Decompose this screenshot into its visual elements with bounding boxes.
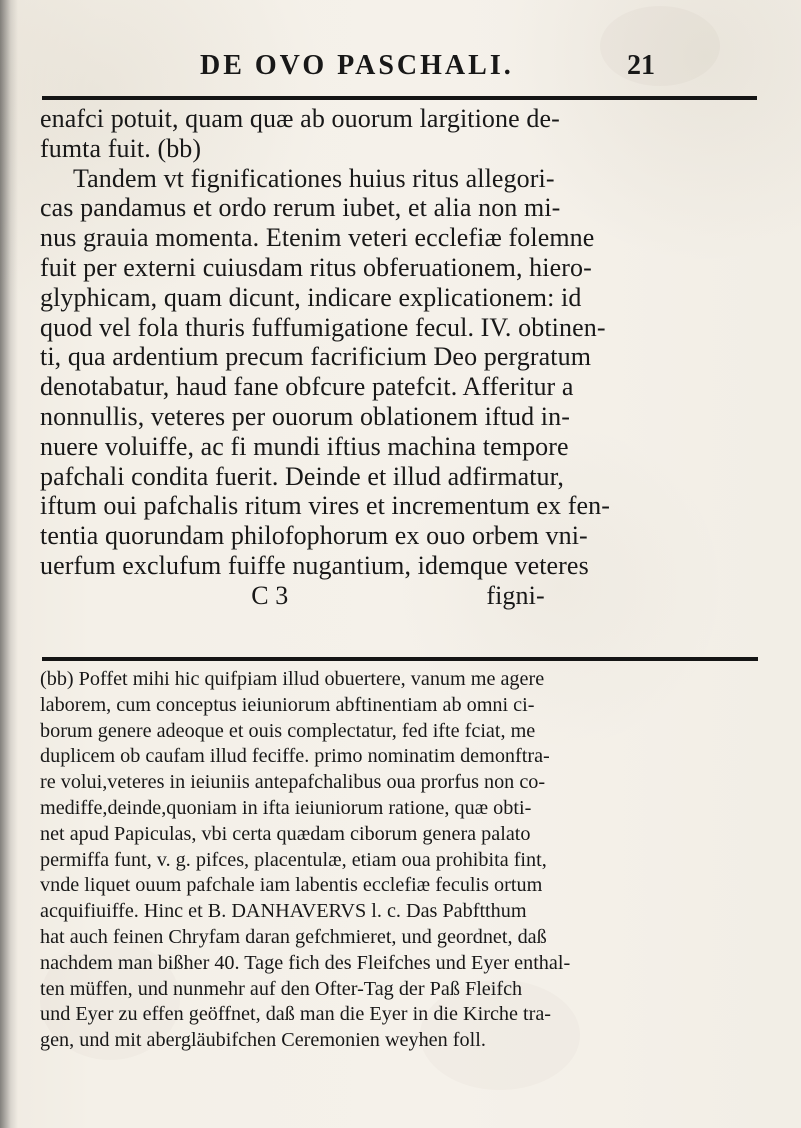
header-rule [42, 96, 757, 100]
running-head: DE OVO PASCHALI. [200, 50, 514, 81]
page-header [200, 50, 655, 92]
footnote-rule [42, 657, 758, 661]
page-number: 21 [627, 50, 655, 81]
main-text: enafci potuit, quam quæ ab ouorum largitione de- fumta fuit. (bb) Tandem vt fignificationes huius ritus allegori- cas pandamus et ordo rerum iubet, et alia non mi- nus grauia momenta. Etenim veteri ecclefiæ folemne fuit per externi cuiusdam ritus obferuationem, hiero- glyphicam, quam dicunt, indicare explicationem: id quod vel fola thuris fuffumigatione fecul. IV. obtinen- ti, qua ardentium precum facrificium Deo pergratum denotabatur, haud fane obfcure patefcit. Afferitur a nonnullis, veteres per ouorum oblationem iftud in- nuere voluiffe, ac fi mundi iftius machina tempore pafchali condita fuerit. Deinde et illud adfirmatur, iftum oui pafchalis ritum vires et incrementum ex fen- tentia quorundam philofophorum ex ouo orbem vni- uerfum exclufum fuiffe nugantium, idemque veteres C 3 figni- [40, 104, 610, 610]
footnote-text: (bb) Poffet mihi hic quifpiam illud obuertere, vanum me agere laborem, cum conceptus ieiuniorum abftinentiam ab omni ci- borum genere adeoque et ouis complectatur, fed ifte fciat, me duplicem ob caufam illud feciffe. primo nominatim demonftra- re volui,veteres in ieiuniis antepafchalibus oua prorfus non co- mediffe,deinde,quoniam in ifta ieiuniorum ratione, quæ obti- net apud Papiculas, vbi certa quædam ciborum genera palato permiffa funt, v. g. pifces, placentulæ, etiam oua prohibita fint, vnde liquet ouum pafchale iam labentis ecclefiæ feculis ortum acquifiuiffe. Hinc et B. DANHAVERVS l. c. Das Pabftthum hat auch feinen Chryfam daran gefchmieret, und geordnet, daß nachdem man bißher 40. Tage fich des Fleifches und Eyer enthal- ten müffen, und nunmehr auf den Ofter-Tag der Paß Fleifch und Eyer zu effen geöffnet, daß man die Eyer in die Kirche tra- gen, und mit abergläubifchen Ceremonien weyhen foll. [40, 668, 571, 1052]
page-gutter [0, 0, 18, 1128]
